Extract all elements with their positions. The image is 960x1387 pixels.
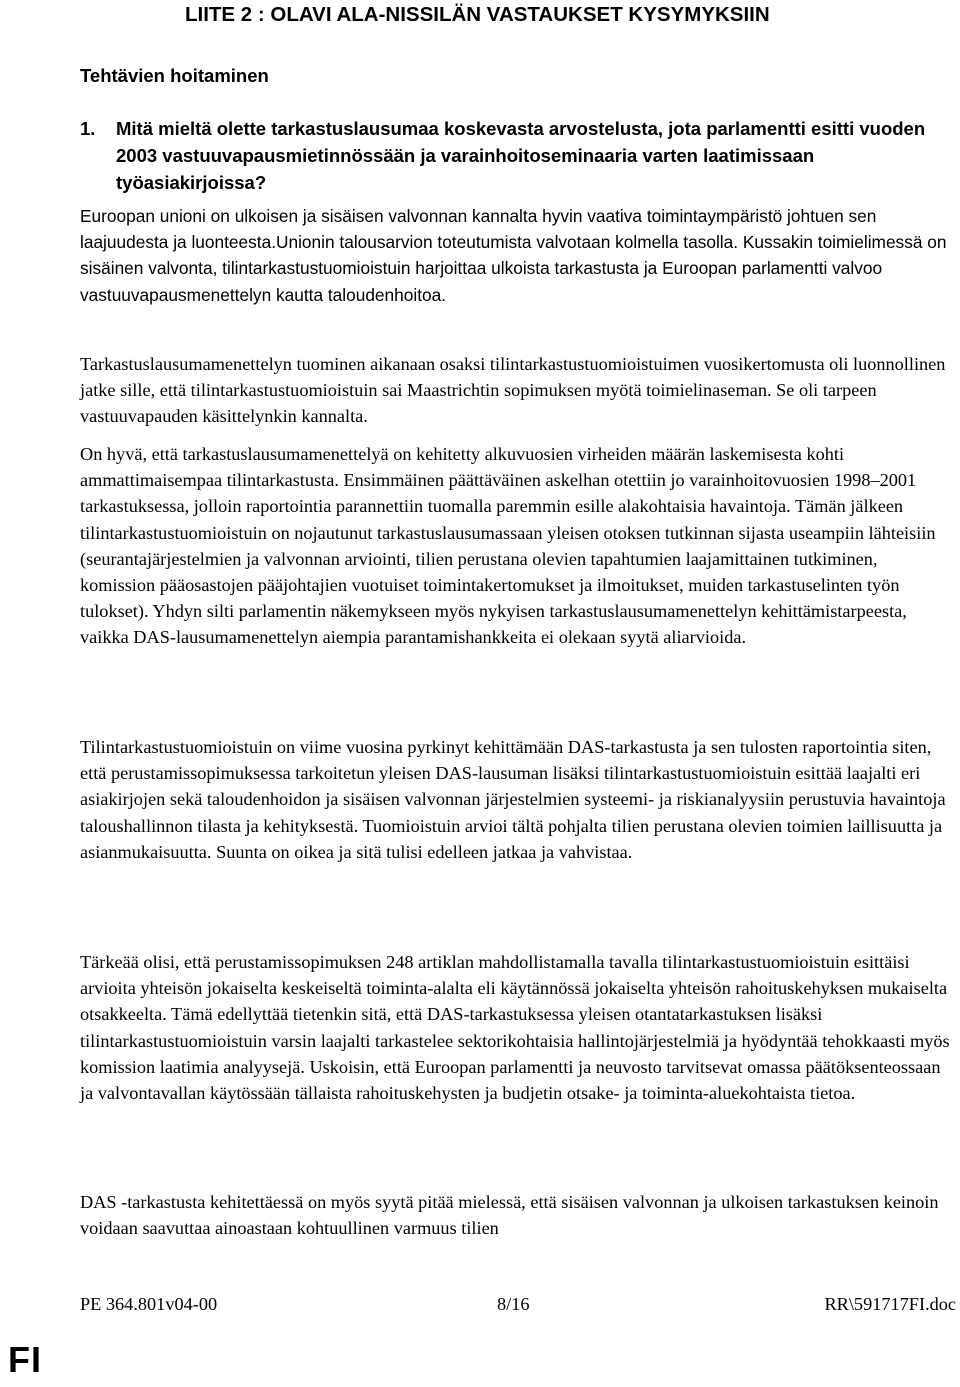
footer-reference: PE 364.801v04-00 — [80, 1294, 218, 1314]
question-number: 1. — [80, 118, 96, 139]
answer-paragraph-4: Tilintarkastustuomioistuin on viime vuosina pyrkinyt kehittämään DAS-tarkastusta ja sen tulosten raportointia siten, että perustamissopimuksessa tarkoitetun yleisen DAS-lausuman lisäksi tilintarkastustuomioistuin esittää laajalti eri asiakirjojen sekä taloudenhoidon ja sisäisen valvonnan järjestelmien systeemi- ja riskianalyysiin perustuvia havaintoja taloushallinnon tilasta ja kehityksestä. Tuomioistuin arvioi tältä pohjalta tilien perustana olevien toimien laillisuutta ja asianmukaisuutta. Suunta on oikea ja sitä tulisi edelleen jatkaa ja vahvistaa. — [80, 737, 946, 862]
language-code: FI — [8, 1339, 42, 1380]
answer-paragraph-6: DAS -tarkastusta kehitettäessä on myös syytä pitää mielessä, että sisäisen valvonnan ja ulkoisen tarkastuksen keinoin voidaan saavuttaa ainoastaan kohtuullinen varmuus tilien — [80, 1192, 939, 1239]
answer-paragraph-1: Euroopan unioni on ulkoisen ja sisäisen valvonnan kannalta hyvin vaativa toimintaympäristö johtuen sen laajuudesta ja luonteesta.Unionin talousarvion toteutumista valvotaan kolmella tasolla. Kussakin toimielimessä on sisäinen valvonta, tilintarkastustuomioistuin harjoittaa ulkoista tarkastusta ja Euroopan parlamentti valvoo vastuuvapausmenettelyn kautta taloudenhoitoa. — [80, 206, 947, 305]
section-heading: Tehtävien hoitaminen — [80, 65, 269, 86]
footer-page-number: 8/16 — [497, 1294, 530, 1314]
question-text: Mitä mieltä olette tarkastuslausumaa koskevasta arvostelusta, jota parlamentti esitti vuoden 2003 vastuuvapausmietinnössään ja varainhoitoseminaaria varten laatimissaan työasiakirjoissa? — [116, 118, 926, 193]
answer-paragraph-5: Tärkeää olisi, että perustamissopimuksen 248 artiklan mahdollistamalla tavalla tilintarkastustuomioistuin esittäisi arvioita yhteisön jokaiselta keskeiseltä toiminta-alalta eli käytännössä jokaiselta yhteisön rahoituskehyksen mukaiselta otsakkeelta. Tämä edellyttää tietenkin sitä, että DAS-tarkastuksessa yleisen otantatarkastuksen lisäksi tilintarkastustuomioistuin varsin laajalti tarkastelee sektorikohtaisia hallintojärjestelmiä ja hyödyntää tehokkaasti myös komission laatimia analyysejä. Uskoisin, että Euroopan parlamentti ja neuvosto tarvitsevat omassa päätöksenteossaan ja valvontavallan käytössään tällaista rahoituskehysten ja budjetin otsake- ja toiminta-aluekohtaista tietoa. — [80, 952, 950, 1104]
question-block — [80, 115, 948, 196]
footer-file-name: RR\591717FI.doc — [824, 1294, 956, 1314]
answer-paragraph-3: On hyvä, että tarkastuslausumamenettelyä on kehitetty alkuvuosien virheiden määrän laskemisesta kohti ammattimaisempaa tilintarkastusta. Ensimmäinen päättäväinen askelhan otettiin jo varainhoitovuosien 1998–2001 tarkastuksessa, jolloin raportointia parannettiin tuomalla paremmin esille alakohtaisia havaintoja. Tämän jälkeen tilintarkastustuomioistuin on nojautunut tarkastuslausumassaan yleisen otoksen tutkinnan sijasta useampiin lähteisiin (seurantajärjestelmien ja valvonnan arviointi, tilien perustana olevien tapahtumien laajamittainen tutkiminen, komission pääosastojen pääjohtajien vuotuiset toimintakertomukset ja ilmoitukset, muiden tarkastuselinten työn tulokset). Yhdyn silti parlamentin näkemykseen myös nykyisen tarkastuslausumamenettelyn kehittämistarpeesta, vaikka DAS-lausumamenettelyn aiempia parantamishankkeita ei olekaan syytä aliarvioida. — [80, 444, 936, 648]
document-title: LIITE 2 : OLAVI ALA-NISSILÄN VASTAUKSET KYSYMYKSIIN — [185, 3, 770, 26]
answer-paragraph-2: Tarkastuslausumamenettelyn tuominen aikanaan osaksi tilintarkastustuomioistuimen vuosikertomusta oli luonnollinen jatke sille, että tilintarkastustuomioistuin sai Maastrichtin sopimuksen myötä toimielinaseman. Se oli tarpeen vastuuvapauden käsittelynkin kannalta. — [80, 354, 946, 427]
